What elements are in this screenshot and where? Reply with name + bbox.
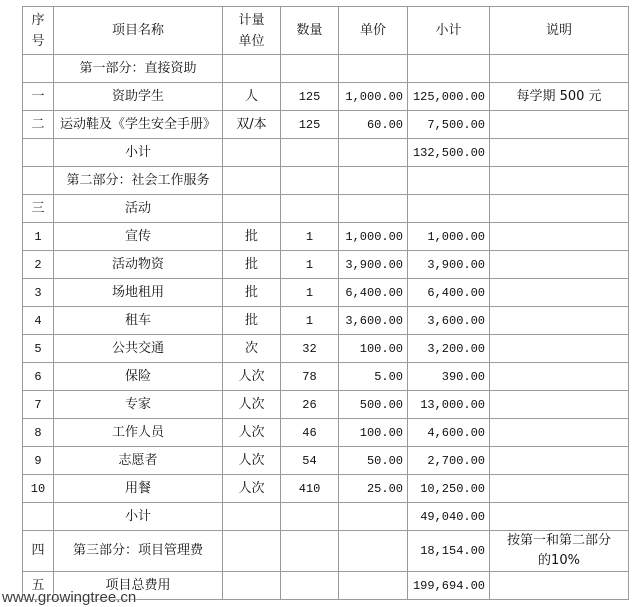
- measure-unit: [223, 531, 281, 572]
- quantity: 125: [281, 83, 339, 111]
- subtotal: 132,500.00: [408, 139, 490, 167]
- row-index: [23, 167, 54, 195]
- item-row: [23, 475, 629, 503]
- subtotal: 18,154.00: [408, 531, 490, 572]
- quantity: 1: [281, 279, 339, 307]
- subtotal: 3,200.00: [408, 335, 490, 363]
- quantity: 26: [281, 391, 339, 419]
- note: [490, 531, 629, 572]
- row-index: 6: [23, 363, 54, 391]
- row-index: 3: [23, 279, 54, 307]
- quantity: [281, 572, 339, 600]
- item-row: [23, 251, 629, 279]
- unit-price: 100.00: [339, 419, 408, 447]
- item-row: [23, 223, 629, 251]
- note: [490, 363, 629, 391]
- subtotal: 2,700.00: [408, 447, 490, 475]
- measure-unit: [223, 503, 281, 531]
- measure-unit: 人次: [223, 447, 281, 475]
- row-index: 五: [23, 572, 54, 600]
- header-index: [23, 7, 54, 55]
- item-name: 第一部分：直接资助: [54, 55, 223, 83]
- quantity: 125: [281, 111, 339, 139]
- measure-unit: 人次: [223, 419, 281, 447]
- unit-price: 500.00: [339, 391, 408, 419]
- note: [490, 419, 629, 447]
- row-index: [23, 55, 54, 83]
- item-name: 运动鞋及《学生安全手册》: [54, 111, 223, 139]
- header-subtotal: 小计: [408, 7, 490, 55]
- item-name: 宣传: [54, 223, 223, 251]
- item-name: 志愿者: [54, 447, 223, 475]
- note: [490, 447, 629, 475]
- unit-price: 3,900.00: [339, 251, 408, 279]
- row-index: 4: [23, 307, 54, 335]
- item-name: 资助学生: [54, 83, 223, 111]
- row-index: [23, 503, 54, 531]
- row-index: 9: [23, 447, 54, 475]
- unit-price: [339, 167, 408, 195]
- note-text: 按第一和第二部分的10%: [506, 533, 611, 568]
- subtotal-row: [23, 503, 629, 531]
- note: [490, 139, 629, 167]
- unit-price: 3,600.00: [339, 307, 408, 335]
- unit-price: 100.00: [339, 335, 408, 363]
- quantity: 1: [281, 223, 339, 251]
- subtotal: [408, 167, 490, 195]
- header-row: [23, 7, 629, 55]
- item-name: 项目总费用: [54, 572, 223, 600]
- subtotal: [408, 55, 490, 83]
- quantity: [281, 167, 339, 195]
- measure-unit: [223, 139, 281, 167]
- unit-price: 1,000.00: [339, 83, 408, 111]
- budget-sheet: [22, 6, 629, 600]
- measure-unit: [223, 167, 281, 195]
- subtotal: [408, 195, 490, 223]
- item-row: [23, 391, 629, 419]
- item-name: 活动: [54, 195, 223, 223]
- measure-unit: 批: [223, 279, 281, 307]
- row-index: [23, 139, 54, 167]
- item-name: 第三部分：项目管理费: [54, 531, 223, 572]
- note: [490, 55, 629, 83]
- header-unit-price: 单价: [339, 7, 408, 55]
- section-header-row: [23, 55, 629, 83]
- row-index: 5: [23, 335, 54, 363]
- unit-price: 60.00: [339, 111, 408, 139]
- subtotal: 7,500.00: [408, 111, 490, 139]
- item-row: [23, 335, 629, 363]
- subtotal: 125,000.00: [408, 83, 490, 111]
- note: [490, 391, 629, 419]
- section-header-row: [23, 167, 629, 195]
- item-row: [23, 419, 629, 447]
- unit-price: [339, 55, 408, 83]
- quantity: [281, 55, 339, 83]
- unit-price: 25.00: [339, 475, 408, 503]
- note: [490, 335, 629, 363]
- subtotal: 4,600.00: [408, 419, 490, 447]
- item-row: [23, 279, 629, 307]
- note: [490, 251, 629, 279]
- note: [490, 195, 629, 223]
- measure-unit: [223, 55, 281, 83]
- quantity: 54: [281, 447, 339, 475]
- item-row: [23, 83, 629, 111]
- measure-unit: 批: [223, 251, 281, 279]
- note: [490, 475, 629, 503]
- header-measure-unit-label: 计量单位: [238, 12, 265, 49]
- header-index-label: 序号: [31, 12, 45, 49]
- quantity: [281, 503, 339, 531]
- subtotal: 6,400.00: [408, 279, 490, 307]
- note: 每学期 500 元: [490, 83, 629, 111]
- subtotal: 3,600.00: [408, 307, 490, 335]
- subtotal: 1,000.00: [408, 223, 490, 251]
- measure-unit: [223, 572, 281, 600]
- unit-price: [339, 139, 408, 167]
- budget-table: [22, 6, 629, 600]
- header-measure-unit: [223, 7, 281, 55]
- note: [490, 572, 629, 600]
- quantity: 32: [281, 335, 339, 363]
- note: [490, 307, 629, 335]
- row-index: 三: [23, 195, 54, 223]
- row-index: 10: [23, 475, 54, 503]
- note: [490, 279, 629, 307]
- unit-price: 1,000.00: [339, 223, 408, 251]
- row-index: 一: [23, 83, 54, 111]
- item-name: 小计: [54, 503, 223, 531]
- subtotal: 199,694.00: [408, 572, 490, 600]
- item-name: 公共交通: [54, 335, 223, 363]
- item-row: [23, 363, 629, 391]
- quantity: [281, 531, 339, 572]
- measure-unit: 批: [223, 307, 281, 335]
- measure-unit: 双/本: [223, 111, 281, 139]
- unit-price: 50.00: [339, 447, 408, 475]
- item-row: [23, 447, 629, 475]
- quantity: 78: [281, 363, 339, 391]
- measure-unit: [223, 195, 281, 223]
- row-index: 1: [23, 223, 54, 251]
- measure-unit: 批: [223, 223, 281, 251]
- quantity: [281, 139, 339, 167]
- item-name: 活动物资: [54, 251, 223, 279]
- quantity: 46: [281, 419, 339, 447]
- item-name: 保险: [54, 363, 223, 391]
- measure-unit: 人次: [223, 391, 281, 419]
- item-name: 用餐: [54, 475, 223, 503]
- subtotal: 49,040.00: [408, 503, 490, 531]
- item-name: 专家: [54, 391, 223, 419]
- measure-unit: 人: [223, 83, 281, 111]
- unit-price: [339, 195, 408, 223]
- row-index: 2: [23, 251, 54, 279]
- management-fee-row: [23, 531, 629, 572]
- note: [490, 223, 629, 251]
- quantity: [281, 195, 339, 223]
- subtotal: 3,900.00: [408, 251, 490, 279]
- unit-price: [339, 531, 408, 572]
- subtotal: 10,250.00: [408, 475, 490, 503]
- subtotal: 13,000.00: [408, 391, 490, 419]
- note: [490, 503, 629, 531]
- measure-unit: 次: [223, 335, 281, 363]
- note: [490, 167, 629, 195]
- item-name: 第二部分：社会工作服务: [54, 167, 223, 195]
- note: [490, 111, 629, 139]
- unit-price: [339, 572, 408, 600]
- item-name: 场地租用: [54, 279, 223, 307]
- header-quantity: 数量: [281, 7, 339, 55]
- measure-unit: 人次: [223, 475, 281, 503]
- unit-price: [339, 503, 408, 531]
- item-name: 租车: [54, 307, 223, 335]
- quantity: 1: [281, 307, 339, 335]
- item-name: 工作人员: [54, 419, 223, 447]
- quantity: 1: [281, 251, 339, 279]
- unit-price: 6,400.00: [339, 279, 408, 307]
- subtotal-row: [23, 139, 629, 167]
- header-note: 说明: [490, 7, 629, 55]
- category-row: [23, 195, 629, 223]
- row-index: 二: [23, 111, 54, 139]
- item-row: [23, 307, 629, 335]
- unit-price: 5.00: [339, 363, 408, 391]
- subtotal: 390.00: [408, 363, 490, 391]
- measure-unit: 人次: [223, 363, 281, 391]
- row-index: 8: [23, 419, 54, 447]
- row-index: 7: [23, 391, 54, 419]
- site-watermark: www.growingtree.cn: [2, 589, 137, 606]
- header-item-name: 项目名称: [54, 7, 223, 55]
- item-row: [23, 111, 629, 139]
- row-index: 四: [23, 531, 54, 572]
- item-name: 小计: [54, 139, 223, 167]
- quantity: 410: [281, 475, 339, 503]
